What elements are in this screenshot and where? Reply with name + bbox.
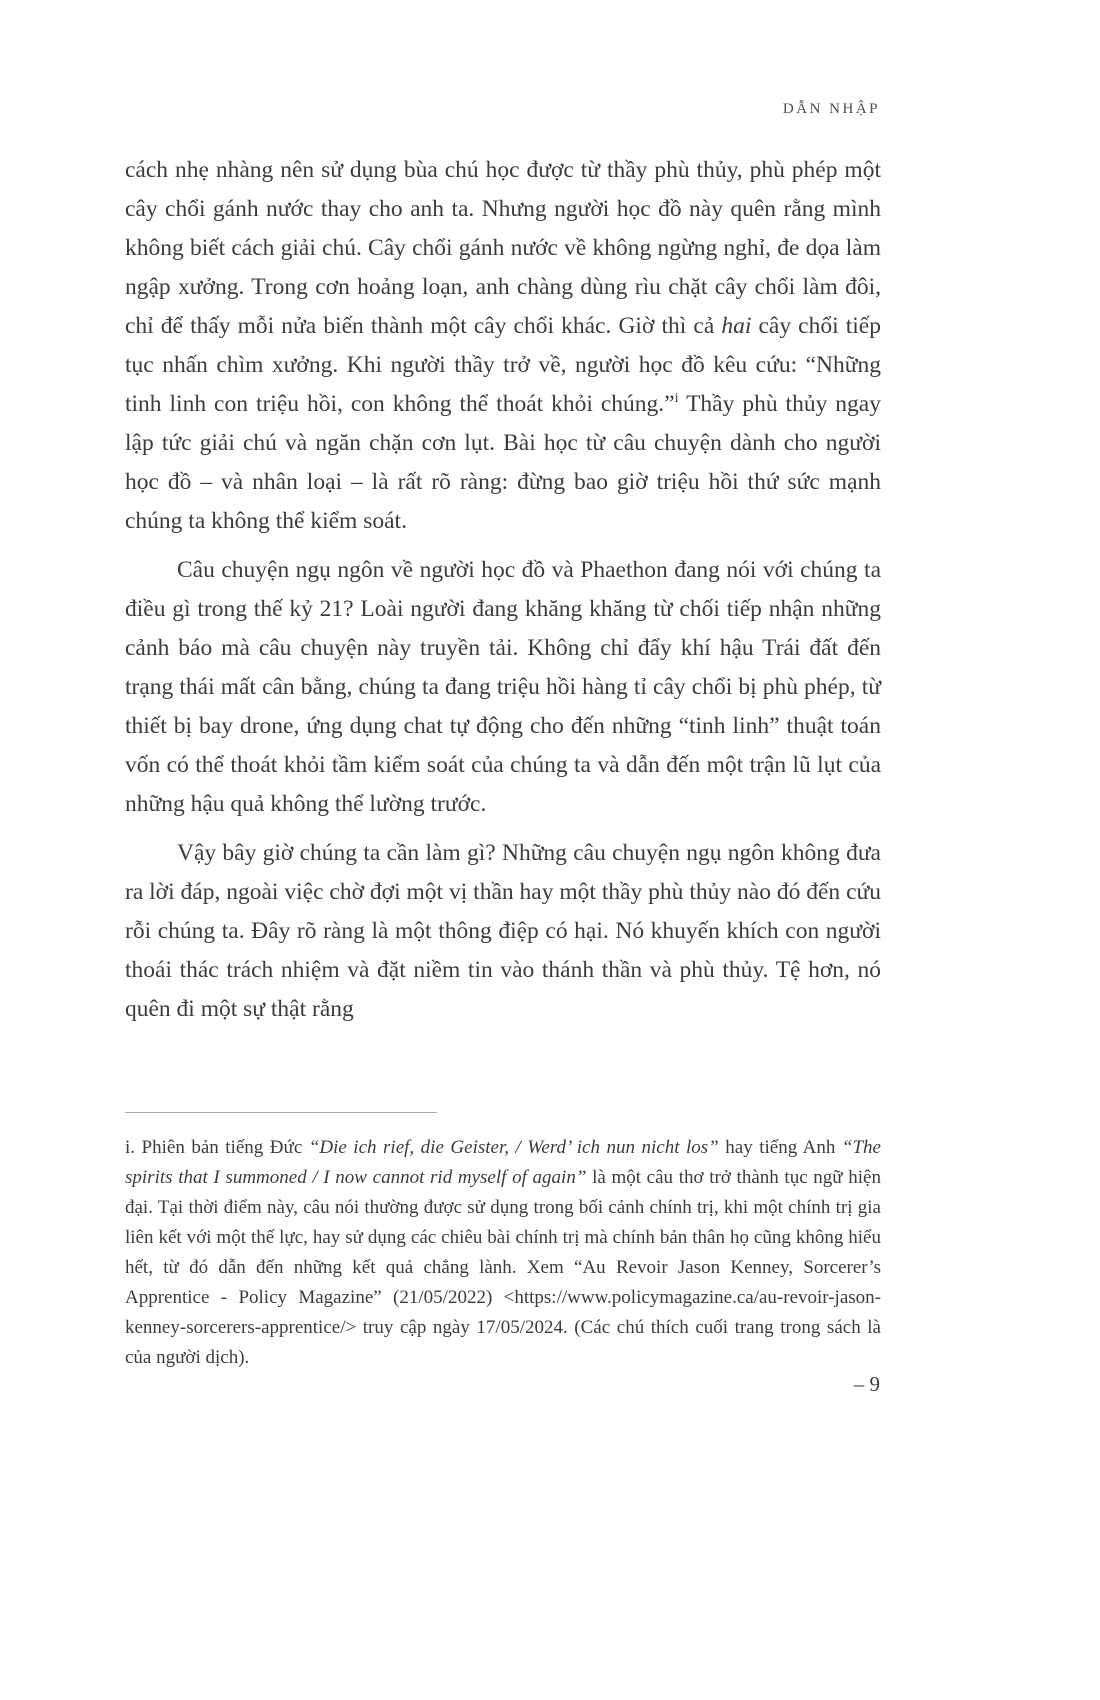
body-paragraph: Vậy bây giờ chúng ta cần làm gì? Những câu chuyện ngụ ngôn không đưa ra lời đáp, ngoài việc chờ đợi một vị thần hay một thầy phù thủy nào đó đến cứu rỗi chúng ta. Đây rõ ràng là một thông điệp có hại. Nó khuyến khích con người thoái thác trách nhiệm và đặt niềm tin vào thánh thần và phù thủy. Tệ hơn, nó quên đi một sự thật rằng [125,840,881,1022]
body-text [125,151,881,1039]
body-paragraph: Câu chuyện ngụ ngôn về người học đồ và Phaethon đang nói với chúng ta điều gì trong thế kỷ 21? Loài người đang khăng khăng từ chối tiếp nhận những cảnh báo mà câu chuyện này truyền tải. Không chỉ đẩy khí hậu Trái đất đến trạng thái mất cân bằng, chúng ta đang triệu hồi hàng tỉ cây chổi bị phù phép, từ thiết bị bay drone, ứng dụng chat tự động cho đến những “tinh linh” thuật toán vốn có thể thoát khỏi tầm kiểm soát của chúng ta và dẫn đến một trận lũ lụt của những hậu quả không thể lường trước. [125,557,881,817]
footnote-block [125,1112,881,1373]
footnote-separator [125,1112,437,1113]
body-paragraph: cách nhẹ nhàng nên sử dụng bùa chú học được từ thầy phù thủy, phù phép một cây chổi gánh nước thay cho anh ta. Nhưng người học đồ này quên rằng mình không biết cách giải chú. Cây chổi gánh nước về không ngừng nghỉ, đe dọa làm ngập xưởng. Trong cơn hoảng loạn, anh chàng dùng rìu chặt cây chổi làm đôi, chỉ để thấy mỗi nửa biến thành một cây chổi khác. Giờ thì cả hai cây chổi tiếp tục nhấn chìm xưởng. Khi người thầy trở về, người học đồ kêu cứu: “Những tinh linh con triệu hồi, con không thể thoát khỏi chúng.”$^i$ Thầy phù thủy ngay lập tức giải chú và ngăn chặn cơn lụt. Bài học từ câu chuyện dành cho người học đồ – và nhân loại – là rất rõ ràng: đừng bao giờ triệu hồi thứ sức mạnh chúng ta không thể kiểm soát. [125,157,881,534]
page-number: – 9 [853,1372,880,1396]
running-header: DẪN NHẬP [782,101,880,117]
footnote-text: i. Phiên bản tiếng Đức “Die ich rief, die Geister, / Werd’ ich nun nicht los” hay tiếng Anh “The spirits that I summoned / I now cannot rid myself of again” là một câu thơ trở thành tục ngữ hiện đại. Tại thời điểm này, câu nói thường được sử dụng trong bối cảnh chính trị, khi một chính trị gia liên kết với một thế lực, hay sử dụng các chiêu bài chính trị mà chính bản thân họ cũng không hiểu hết, từ đó dẫn đến những kết quả chẳng lành. Xem “Au Revoir Jason Kenney, Sorcerer’s Apprentice - Policy Magazine” (21/05/2022) <https://www.policymagazine.ca/au-revoir-jason-kenney-sorcerers-apprentice/> truy cập ngày 17/05/2024. (Các chú thích cuối trang trong sách là của người dịch). [125,1137,881,1368]
